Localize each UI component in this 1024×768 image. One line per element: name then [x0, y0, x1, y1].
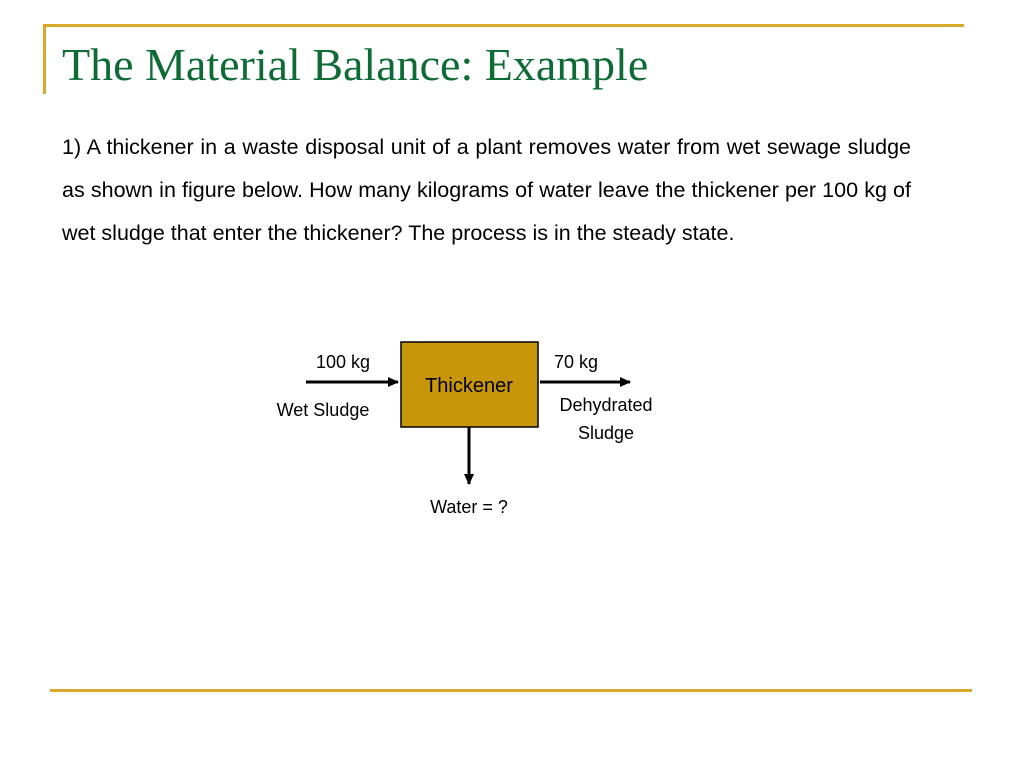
slide-title: The Material Balance: Example: [62, 39, 649, 90]
output-mass-label: 70 kg: [553, 352, 599, 372]
bottom-rule: [50, 689, 972, 692]
problem-statement: 1) A thickener in a waste disposal unit of a plant removes water from wet sewage sludge as shown in figure below. How many kilograms of water leave the thickener per 100 kg of wet sludge that enter the thickener? The process is in the steady state.: [62, 135, 911, 245]
input-stream-label: Wet Sludge: [276, 400, 370, 420]
input-mass-label: 100 kg: [315, 352, 371, 372]
thickener-label: Thickener: [425, 375, 513, 397]
output-stream-label-line2: Sludge: [577, 423, 635, 443]
water-label: Water = ?: [430, 497, 508, 517]
output-stream-label-line1: Dehydrated: [559, 395, 653, 415]
